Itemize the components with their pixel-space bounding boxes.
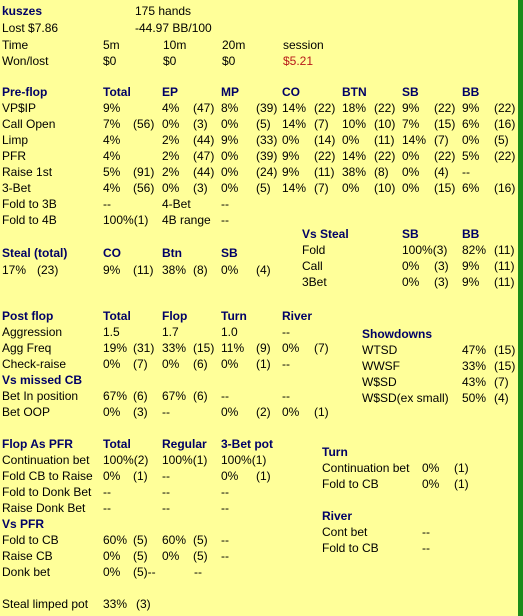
stat-cell: (1) [133,469,148,483]
stat-cell: (11) [494,275,515,289]
stat-cell: (22) [374,149,396,163]
stat-cell: (3) [193,181,208,195]
stat-cell: 0% [162,117,180,131]
row-label: Call [302,259,323,273]
stat-cell: 0% [402,149,420,163]
wonlost-label: Won/lost [2,54,49,68]
row-label: Fold to 4B [2,213,57,227]
stat-cell: 1.7 [162,325,179,339]
stat-cell: (16) [494,181,516,195]
stat-cell: (8) [193,263,208,277]
stat-cell: -- [162,485,170,499]
stat-cell: (22) [494,101,516,115]
stat-cell: -- [462,165,470,179]
row-label: Limp [2,133,29,147]
stat-cell: (11) [133,263,154,277]
stat-cell: (7) [494,375,509,389]
stat-cell: (5) [256,117,271,131]
col-header: CO [282,85,300,99]
col-header: Turn [221,309,247,323]
stat-cell: -- [103,501,111,515]
vs-steal-title: Vs Steal [302,227,349,241]
stat-cell: (16) [494,117,516,131]
stat-cell: (44) [193,133,215,147]
row-label: Check-raise [2,357,67,371]
stat-cell: -- [162,501,170,515]
row-label: Fold CB to Raise [2,469,93,483]
stat-cell: (7) [133,357,148,371]
stat-cell: (7) [314,181,329,195]
stat-cell: (14) [314,133,336,147]
postflop-title: Post flop [2,309,54,323]
preflop-title: Pre-flop [2,85,48,99]
stat-cell: 7% [402,117,420,131]
stat-cell: 0% [422,461,440,475]
hands-count: 175 hands [135,4,192,18]
stat-cell: (15) [434,117,456,131]
stat-cell: 14% [282,101,307,115]
stat-cell: 5% [103,165,121,179]
stat-cell: 7% [103,117,121,131]
stat-cell: 100%(1) [221,453,267,467]
col-header: Btn [162,246,182,260]
stat-cell: -- [221,197,229,211]
stat-cell: (22) [314,149,336,163]
stat-cell: 100%(3) [402,243,448,257]
stat-cell: 67% [103,389,128,403]
stat-cell: (3) [434,259,449,273]
stat-cell: (22) [314,101,336,115]
period-20m: 20m [222,38,246,52]
stat-cell: 50% [462,391,487,405]
stat-cell: (7) [314,117,329,131]
stat-cell: 4% [162,101,180,115]
stat-cell: 9% [462,275,480,289]
stat-cell: (1) [454,477,469,491]
stat-cell: 4% [103,181,121,195]
stat-cell: 9% [402,101,420,115]
stat-cell: 14% [282,117,307,131]
stat-cell: -- [103,197,111,211]
stat-cell: (6) [193,389,208,403]
stat-cell: -- [282,357,290,371]
row-label: Bet OOP [2,405,51,419]
stat-cell: (7) [314,341,329,355]
stat-cell: 0% [221,149,239,163]
row-label: Cont bet [322,525,368,539]
vs-pfr-title: Vs PFR [2,517,45,531]
stat-cell: 33% [103,597,128,611]
row-label: Donk bet [2,565,51,579]
stat-cell: -- [282,389,290,403]
stat-cell: -- [162,405,170,419]
stat-cell: 100%(1) [162,453,208,467]
stat-cell: 0% [282,133,300,147]
row-label: Raise CB [2,549,53,563]
stat-cell: 0% [402,275,420,289]
stat-cell: 0% [402,259,420,273]
stat-cell: 5% [462,149,480,163]
row-label: WTSD [362,343,398,357]
stat-cell: (10) [374,117,396,131]
stat-cell: 0% [221,117,239,131]
stat-cell: (2) [256,405,271,419]
stat-cell: 10% [342,117,367,131]
col-header: Total [103,309,131,323]
stat-cell: (11) [494,243,515,257]
row-label: W$SD(ex small) [362,391,449,405]
stat-cell: (39) [256,101,278,115]
col-header: BB [462,85,480,99]
row-label: Continuation bet [2,453,90,467]
stat-cell: 100%(1) [103,213,149,227]
stat-cell: 0% [342,181,360,195]
stat-cell: 0% [103,357,121,371]
stat-cell: 0% [402,165,420,179]
stat-cell: -- [422,541,430,555]
stat-cell: (91) [133,165,155,179]
row-label: PFR [2,149,26,163]
stat-cell: 14% [402,133,427,147]
row-label: Fold to Donk Bet [2,485,92,499]
row-label: Aggression [2,325,63,339]
col-header: Flop [162,309,188,323]
stat-cell: (4) [494,391,509,405]
bb-per-100: -44.97 BB/100 [135,21,212,35]
stat-cell: 0% [282,341,300,355]
stat-cell: (23) [37,263,59,277]
stat-cell: 0% [221,165,239,179]
stat-cell: 67% [162,389,187,403]
period-10m: 10m [163,38,187,52]
col-header: Regular [162,437,207,451]
stat-cell: 8% [221,101,239,115]
col-header: Total [103,85,131,99]
won-10m: $0 [163,54,177,68]
stat-cell: 9% [462,259,480,273]
stat-cell: (15) [494,343,516,357]
stat-cell: (1) [454,461,469,475]
stat-cell: (56) [133,181,155,195]
stat-cell: 6% [462,117,480,131]
stat-cell: 60% [103,533,128,547]
stat-cell: 1.5 [103,325,120,339]
stat-cell: (22) [434,101,456,115]
col-header: SB [402,85,419,99]
row-label: Fold to CB [322,541,379,555]
stat-cell: (6) [193,357,208,371]
stat-cell: 0% [402,181,420,195]
stat-cell: (33) [256,133,278,147]
stat-cell: (15) [193,341,215,355]
stat-cell: (11) [374,133,395,147]
stat-cell: 0% [221,469,239,483]
row-label: Raise 1st [2,165,53,179]
col-header: EP [162,85,179,99]
flop-as-pfr-title: Flop As PFR [2,437,73,451]
stat-cell: (3) [133,405,148,419]
turn-title: Turn [322,445,348,459]
stat-cell: (5)-- [133,565,156,579]
row-label: WWSF [362,359,400,373]
stat-cell: (5) [256,181,271,195]
stat-cell: 33% [462,359,487,373]
stat-cell: (4) [434,165,449,179]
stat-cell: (5) [193,533,208,547]
stat-cell: 82% [462,243,487,257]
stat-cell: 18% [342,101,367,115]
stat-cell: 0% [342,133,360,147]
row-label: Bet In position [2,389,79,403]
stat-cell: (44) [193,165,215,179]
stat-cell: (47) [193,149,215,163]
stat-cell: (24) [256,165,278,179]
stat-cell: -- [422,525,430,539]
stat-cell: 0% [103,565,121,579]
row-label: 3-Bet [2,181,31,195]
stat-cell: (3) [434,275,449,289]
stat-cell: (5) [133,533,148,547]
stat-cell: (56) [133,117,155,131]
stat-cell: -- [221,389,229,403]
col-header: CO [103,246,121,260]
stat-cell: 0% [162,181,180,195]
stat-cell: 0% [282,405,300,419]
col-header: BTN [342,85,367,99]
stat-cell: 9% [462,101,480,115]
window-edge [518,0,523,616]
row-label: VP$IP [2,101,37,115]
col-header: SB [402,227,419,241]
stat-cell: 0% [462,133,480,147]
lost-amount: Lost $7.86 [2,21,59,35]
stat-cell: 38% [342,165,367,179]
stat-cell: (11) [494,259,515,273]
river-title: River [322,509,353,523]
won-session: $5.21 [283,54,314,68]
stat-cell: 47% [462,343,487,357]
vs-missed-cb-title: Vs missed CB [2,373,83,387]
stat-cell: (1) [256,357,271,371]
stat-cell: -- [282,325,290,339]
stat-cell: 0% [221,357,239,371]
col-header: Total [103,437,131,451]
stat-cell: (22) [434,149,456,163]
stat-cell: -- [221,501,229,515]
row-label: Raise Donk Bet [2,501,86,515]
stat-cell: 9% [282,149,300,163]
stat-cell: (11) [314,165,335,179]
col-header: 3-Bet pot [221,437,273,451]
stat-cell: (4) [256,263,271,277]
row-label: Continuation bet [322,461,410,475]
period-session: session [283,38,324,52]
showdowns-title: Showdowns [362,327,432,341]
stat-cell: 1.0 [221,325,238,339]
stat-cell: (3) [136,597,151,611]
stat-cell: -- [221,549,229,563]
row-label: W$SD [362,375,397,389]
row-label: Fold to 3B [2,197,57,211]
row-label: Agg Freq [2,341,52,355]
stat-cell: 2% [162,165,180,179]
stat-cell: 4% [103,149,121,163]
stat-cell: -- [103,485,111,499]
stat-cell: 9% [103,101,121,115]
stat-cell: (5) [494,133,509,147]
stat-cell: 9% [221,133,239,147]
col-header: BB [462,227,480,241]
stat-cell: 0% [103,469,121,483]
row-label: Call Open [2,117,56,131]
col-header: River [282,309,313,323]
stat-cell: 14% [342,149,367,163]
steal-title: Steal (total) [2,246,68,260]
stat-cell: (5) [133,549,148,563]
time-label: Time [2,38,29,52]
stat-cell: 60% [162,533,187,547]
stat-cell: 11% [221,341,245,355]
stat-cell: (15) [434,181,456,195]
row-label: Fold to CB [322,477,379,491]
stat-cell: 0% [162,357,180,371]
row-label: Steal limped pot [2,597,89,611]
stat-cell: (39) [256,149,278,163]
stat-cell: 0% [162,549,180,563]
stat-cell: (3) [193,117,208,131]
stat-cell: (9) [256,341,271,355]
stat-cell: (7) [434,133,449,147]
row-label: 3Bet [302,275,327,289]
stat-cell: 43% [462,375,487,389]
stat-cell: 0% [221,181,239,195]
stat-cell: (8) [374,165,389,179]
stat-cell: 0% [221,263,239,277]
col-header: MP [221,85,239,99]
stat-cell: -- [221,485,229,499]
stat-cell: 2% [162,133,180,147]
stat-cell: 14% [282,181,307,195]
stat-cell: (47) [193,101,215,115]
won-20m: $0 [222,54,236,68]
stat-cell: (1) [256,469,271,483]
row-label: Fold [302,243,326,257]
row-label: Fold to CB [2,533,59,547]
stat-cell: 33% [162,341,187,355]
stat-cell: 4% [103,133,121,147]
won-5m: $0 [103,54,117,68]
stat-cell: -- [221,213,229,227]
stat-cell: 100%(2) [103,453,149,467]
stat-cell: -- [194,565,202,579]
stat-cell: 17% [2,263,27,277]
col-header: SB [221,246,238,260]
stat-cell: 0% [103,549,121,563]
stat-cell: 0% [221,405,239,419]
stat-cell: (6) [133,389,148,403]
stat-cell: 0% [422,477,440,491]
stat-cell: (10) [374,181,396,195]
stat-cell: 0% [103,405,121,419]
stat-cell: -- [162,469,170,483]
stat-cell: 6% [462,181,480,195]
stat-cell: 38% [162,263,187,277]
stat-cell: (22) [494,149,516,163]
stat-cell: 19% [103,341,128,355]
stat-cell: 9% [103,263,121,277]
row-label: 4-Bet [162,197,191,211]
player-name: kuszes [2,4,43,18]
period-5m: 5m [103,38,120,52]
stat-cell: 2% [162,149,180,163]
stat-cell: (31) [133,341,155,355]
stat-cell: 9% [282,165,300,179]
row-label: 4B range [162,213,211,227]
stat-cell: -- [221,533,229,547]
stat-cell: (1) [314,405,329,419]
stat-cell: (22) [374,101,396,115]
stat-cell: (15) [494,359,516,373]
stat-cell: (5) [193,549,208,563]
